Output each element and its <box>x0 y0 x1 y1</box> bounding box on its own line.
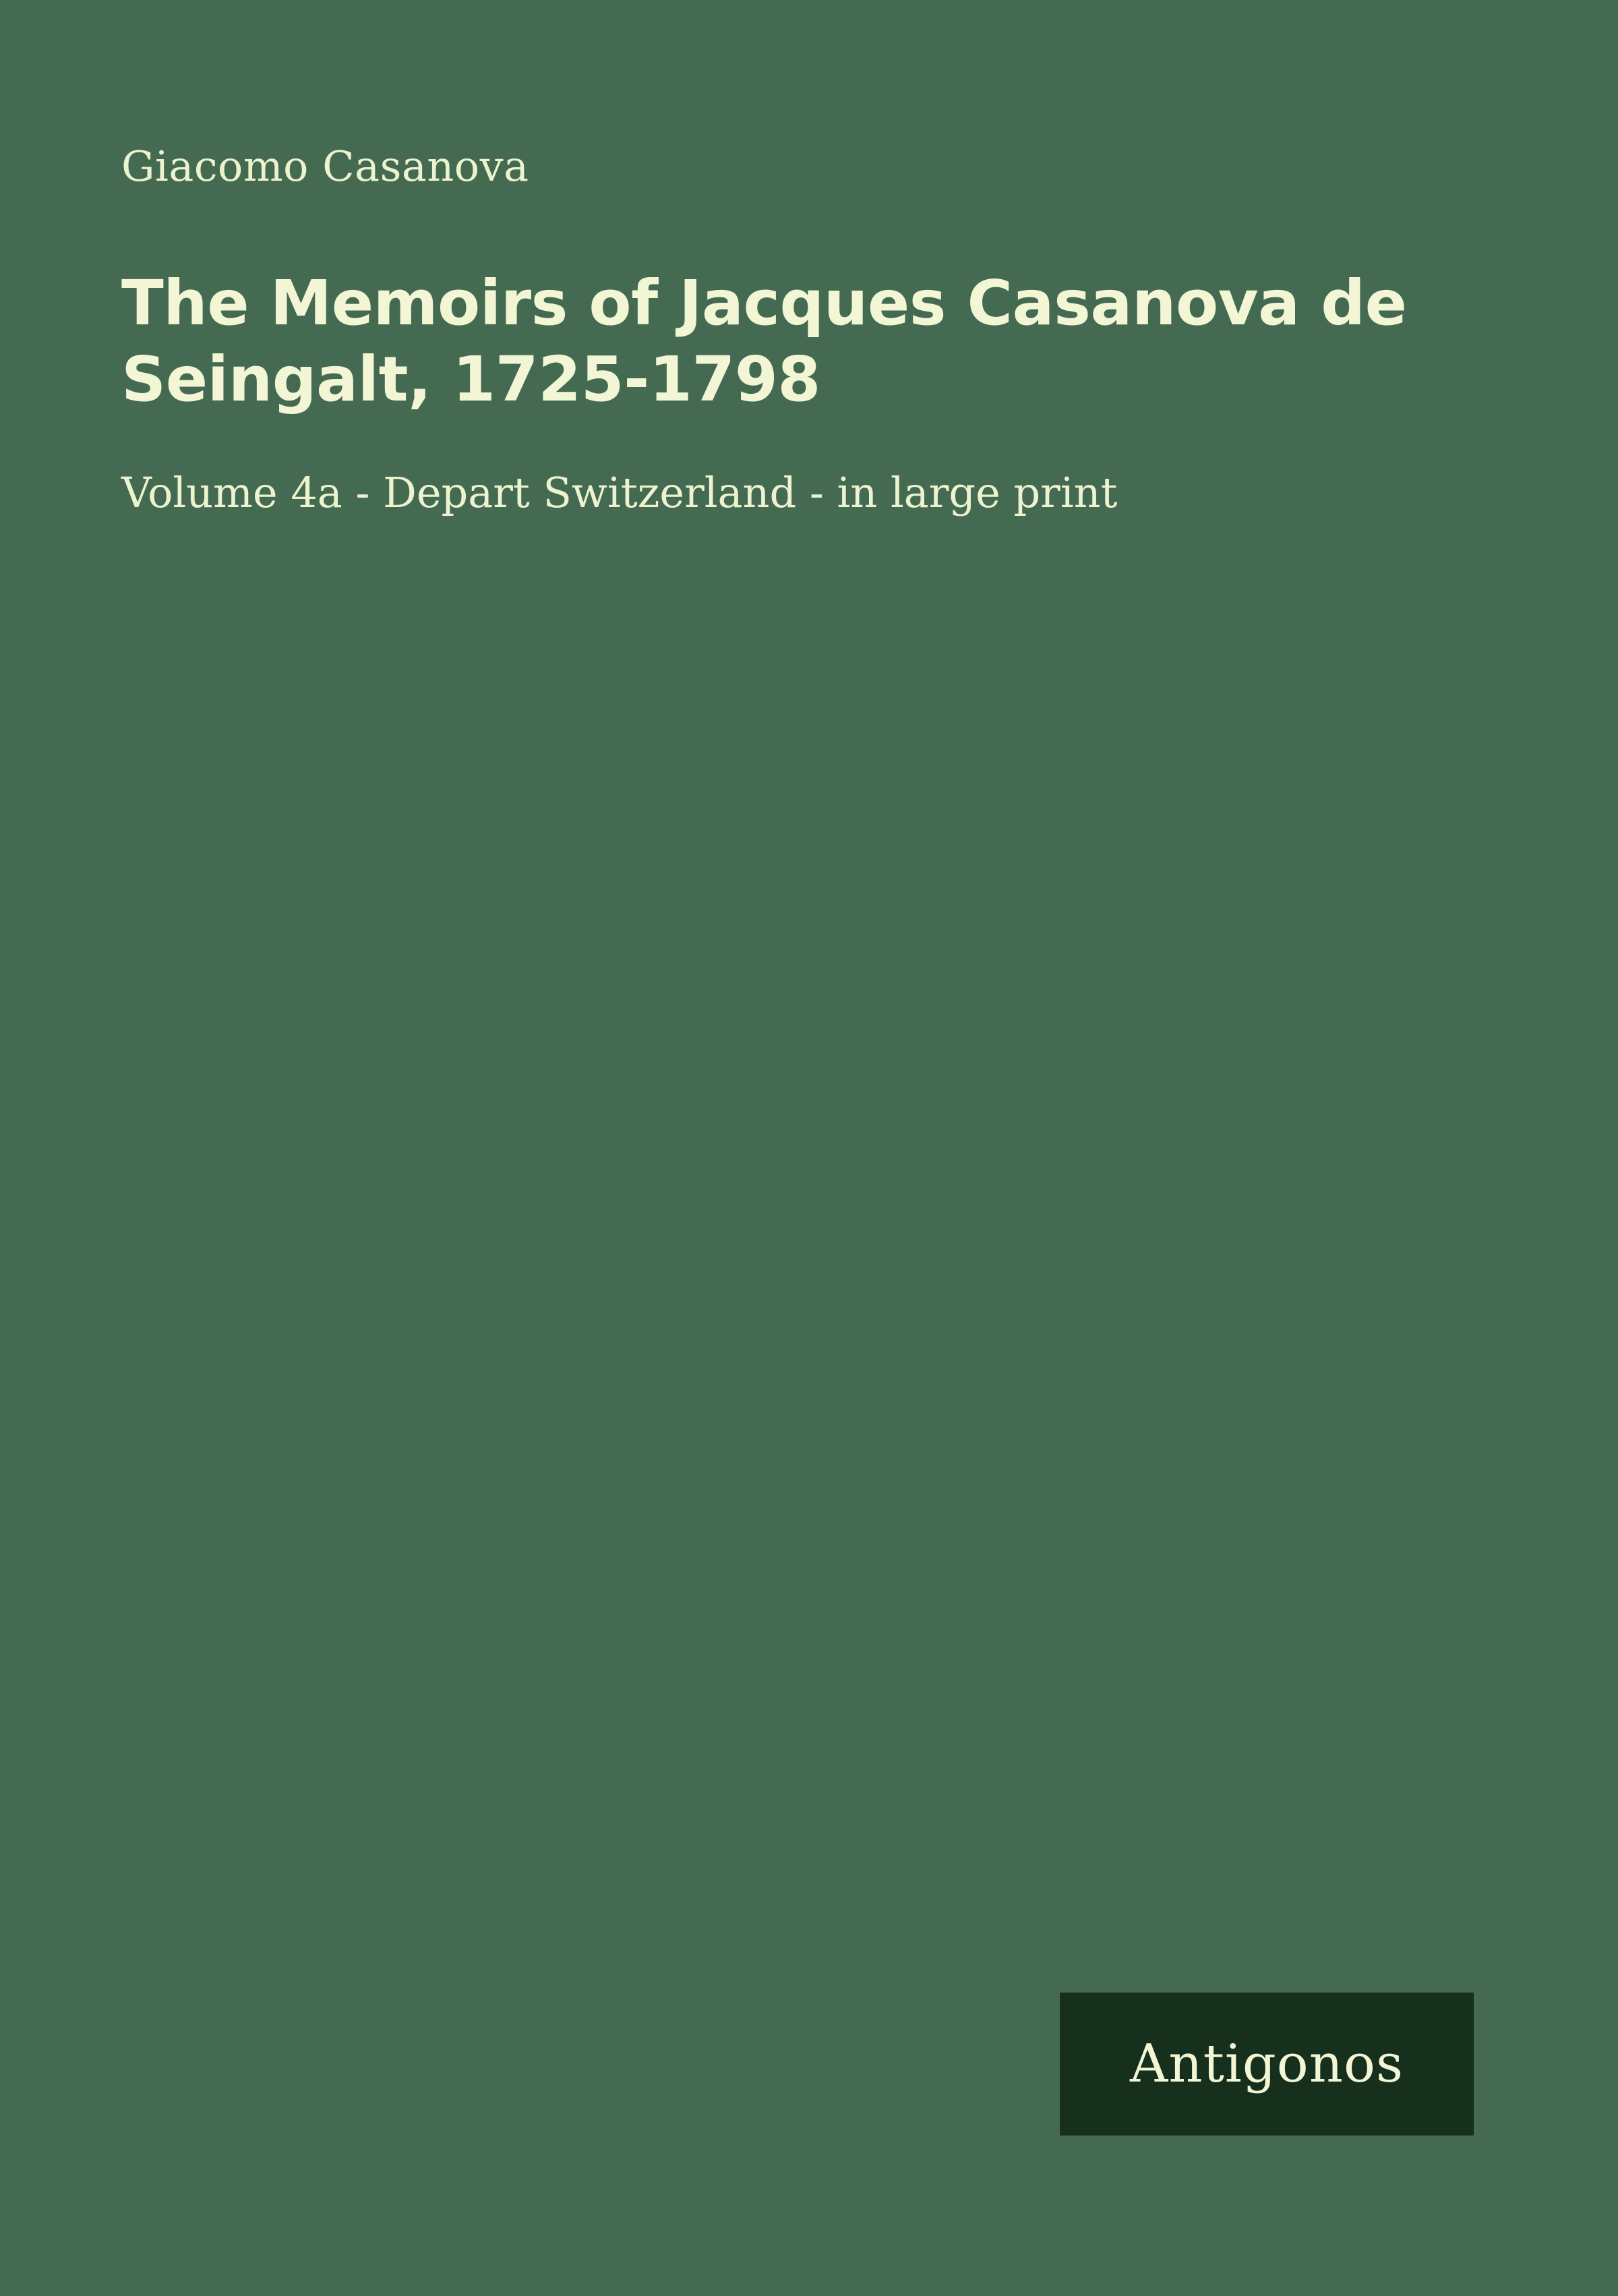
publisher-badge <box>1060 1993 1474 2136</box>
cover-text-block <box>121 142 1483 520</box>
publisher-name: Antigonos <box>1130 2034 1404 2094</box>
book-title: The Memoirs of Jacques Casanova de Seingalt, 1725-1798 <box>121 267 1407 415</box>
author-name: Giacomo Casanova <box>121 142 529 191</box>
book-subtitle: Volume 4a - Depart Switzerland - in large print <box>121 467 1118 517</box>
